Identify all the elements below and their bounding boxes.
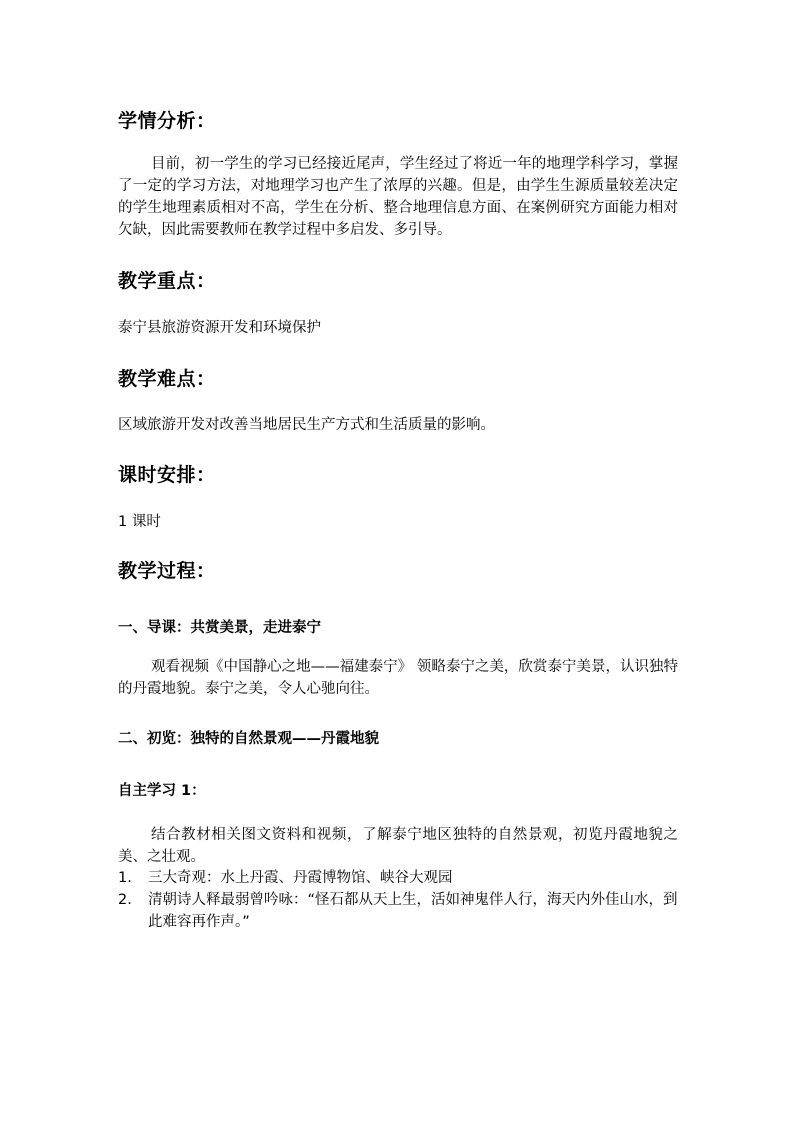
numbered-list — [118, 867, 678, 933]
text-difficulties: 区域旅游开发对改善当地居民生产方式和生活质量的影响。 — [118, 417, 495, 433]
list-item — [118, 889, 678, 933]
paragraph-step1: 观看视频《中国静心之地——福建泰宁》 领略泰宁之美，欣赏泰宁美景，认识独特的丹霞地貌。泰宁之美，令人心驰向往。 — [118, 659, 678, 697]
heading-difficulties: 教学难点： — [118, 368, 216, 390]
list-item-number: 1. — [118, 870, 132, 886]
subheading-self-study: 自主学习 1： — [118, 783, 206, 799]
text-key-points: 泰宁县旅游资源开发和环境保护 — [118, 320, 321, 336]
list-item — [118, 867, 678, 889]
paragraph-learning-analysis: 目前，初一学生的学习已经接近尾声，学生经过了将近一年的地理学科学习，掌握了一定的学习方法，对地理学习也产生了浓厚的兴趣。但是，由学生生源质量较差决定的学生地理素质相对不高，学生在分析、整合地理信息方面、在案例研究方面能力相对欠缺，因此需要教师在教学过程中多启发、多引导。 — [118, 156, 678, 238]
heading-key-points: 教学重点： — [118, 270, 216, 292]
paragraph-self-study: 结合教材相关图文资料和视频，了解泰宁地区独特的自然景观，初览丹霞地貌之美、之壮观。 — [118, 827, 678, 865]
list-item-number: 2. — [118, 892, 132, 908]
list-item-text: 清朝诗人释最弱曾吟咏：“怪石都从天上生，活如神鬼伴人行，海天内外佳山水，到此难容再作声。” — [148, 892, 678, 930]
text-schedule: 1 课时 — [118, 514, 161, 530]
heading-learning-analysis: 学情分析： — [118, 110, 216, 132]
heading-process: 教学过程： — [118, 560, 216, 582]
subheading-step1: 一、导课：共赏美景，走进泰宁 — [118, 620, 321, 636]
subheading-step2: 二、初览：独特的自然景观——丹霞地貌 — [118, 731, 379, 747]
heading-schedule: 课时安排： — [118, 464, 216, 486]
list-item-text: 三大奇观：水上丹霞、丹霞博物馆、峡谷大观园 — [148, 870, 453, 886]
